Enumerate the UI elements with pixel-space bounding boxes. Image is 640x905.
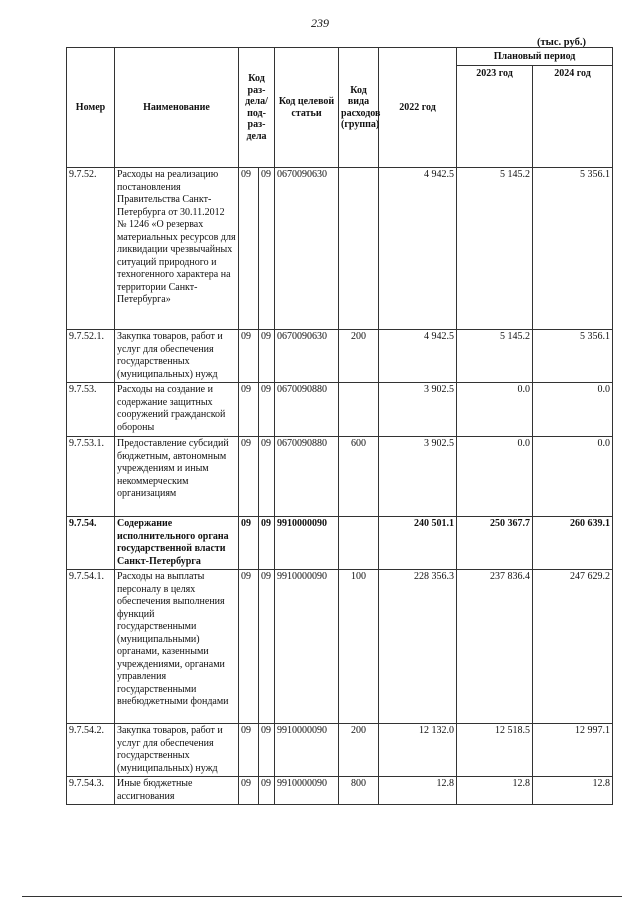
row-section: 09 (239, 777, 259, 805)
row-number: 9.7.54.3. (67, 777, 115, 805)
row-section: 09 (239, 570, 259, 724)
table-row (67, 330, 613, 383)
page-number: 239 (311, 16, 329, 30)
row-subsection: 09 (259, 777, 275, 805)
table-row (67, 517, 613, 570)
bottom-rule (22, 896, 622, 897)
row-name: Расходы на реализацию постановления Правительства Санкт-Петербурга от 30.11.2012 № 1246 «О резервах материальных ресурсов для ликвидации чрезвычайных ситуаций природного и техногенного характера на территории Санкт-Петербурга» (115, 168, 239, 330)
row-expense-type: 600 (339, 437, 379, 517)
table-header (67, 48, 613, 168)
row-subsection: 09 (259, 517, 275, 570)
row-number: 9.7.52.1. (67, 330, 115, 383)
header-name: Наименование (115, 48, 239, 168)
table-body (67, 168, 613, 805)
row-expense-type: 800 (339, 777, 379, 805)
row-value-2022: 4 942.5 (379, 168, 457, 330)
row-subsection: 09 (259, 437, 275, 517)
row-value-2022: 12.8 (379, 777, 457, 805)
row-section: 09 (239, 724, 259, 777)
row-subsection: 09 (259, 383, 275, 437)
row-value-2024: 5 356.1 (533, 330, 613, 383)
table-row (67, 383, 613, 437)
row-value-2024: 260 639.1 (533, 517, 613, 570)
row-section: 09 (239, 330, 259, 383)
row-subsection: 09 (259, 724, 275, 777)
table-row (67, 168, 613, 330)
row-section: 09 (239, 517, 259, 570)
row-value-2022: 240 501.1 (379, 517, 457, 570)
row-expense-type (339, 168, 379, 330)
row-name: Расходы на выплаты персоналу в целях обеспечения выполнения функций государственными (муниципальными) органами, казенными учреждениями, органами управления государственными внебюджетными фондами (115, 570, 239, 724)
row-number: 9.7.54.1. (67, 570, 115, 724)
row-target-code: 0670090630 (275, 330, 339, 383)
row-value-2022: 3 902.5 (379, 437, 457, 517)
table-row (67, 570, 613, 724)
row-name: Содержание исполнительного органа государственной власти Санкт-Петербурга (115, 517, 239, 570)
header-year-2023: 2023 год (457, 66, 533, 168)
row-target-code: 9910000090 (275, 724, 339, 777)
table-row (67, 724, 613, 777)
row-name: Закупка товаров, работ и услуг для обеспечения государственных (муниципальных) нужд (115, 724, 239, 777)
row-value-2024: 5 356.1 (533, 168, 613, 330)
row-value-2024: 0.0 (533, 437, 613, 517)
row-expense-type (339, 517, 379, 570)
row-value-2024: 12.8 (533, 777, 613, 805)
row-name: Закупка товаров, работ и услуг для обеспечения государственных (муниципальных) нужд (115, 330, 239, 383)
row-target-code: 9910000090 (275, 570, 339, 724)
row-number: 9.7.54.2. (67, 724, 115, 777)
row-section: 09 (239, 437, 259, 517)
table-row (67, 437, 613, 517)
row-value-2023: 0.0 (457, 383, 533, 437)
row-name: Предоставление субсидий бюджетным, автономным учреждениям и иным некоммерческим организациям (115, 437, 239, 517)
row-value-2022: 228 356.3 (379, 570, 457, 724)
row-value-2023: 5 145.2 (457, 330, 533, 383)
row-subsection: 09 (259, 168, 275, 330)
header-year-2022: 2022 год (379, 48, 457, 168)
row-target-code: 9910000090 (275, 777, 339, 805)
row-value-2022: 4 942.5 (379, 330, 457, 383)
row-target-code: 0670090880 (275, 383, 339, 437)
row-value-2023: 0.0 (457, 437, 533, 517)
row-value-2023: 12.8 (457, 777, 533, 805)
row-subsection: 09 (259, 570, 275, 724)
header-number: Номер (67, 48, 115, 168)
header-section: Код раз-дела/ под-раз-дела (239, 48, 275, 168)
row-section: 09 (239, 383, 259, 437)
row-name: Расходы на создание и содержание защитных сооружений гражданской обороны (115, 383, 239, 437)
row-name: Иные бюджетные ассигнования (115, 777, 239, 805)
row-number: 9.7.53.1. (67, 437, 115, 517)
header-target: Код целевой статьи (275, 48, 339, 168)
row-target-code: 0670090880 (275, 437, 339, 517)
row-value-2024: 12 997.1 (533, 724, 613, 777)
row-expense-type: 100 (339, 570, 379, 724)
row-value-2024: 0.0 (533, 383, 613, 437)
row-target-code: 9910000090 (275, 517, 339, 570)
budget-table (66, 47, 613, 805)
header-year-2024: 2024 год (533, 66, 613, 168)
row-value-2023: 12 518.5 (457, 724, 533, 777)
row-value-2023: 237 836.4 (457, 570, 533, 724)
row-expense-type: 200 (339, 330, 379, 383)
row-value-2023: 250 367.7 (457, 517, 533, 570)
row-expense-type: 200 (339, 724, 379, 777)
row-value-2024: 247 629.2 (533, 570, 613, 724)
row-number: 9.7.52. (67, 168, 115, 330)
row-expense-type (339, 383, 379, 437)
row-subsection: 09 (259, 330, 275, 383)
header-expense-type: Код вида расходов (группа) (339, 48, 379, 168)
row-number: 9.7.53. (67, 383, 115, 437)
table-row (67, 777, 613, 805)
row-section: 09 (239, 168, 259, 330)
unit-label: (тыс. руб.) (537, 37, 586, 48)
row-number: 9.7.54. (67, 517, 115, 570)
header-planning-period: Плановый период (457, 48, 613, 66)
row-value-2023: 5 145.2 (457, 168, 533, 330)
row-value-2022: 3 902.5 (379, 383, 457, 437)
row-value-2022: 12 132.0 (379, 724, 457, 777)
row-target-code: 0670090630 (275, 168, 339, 330)
